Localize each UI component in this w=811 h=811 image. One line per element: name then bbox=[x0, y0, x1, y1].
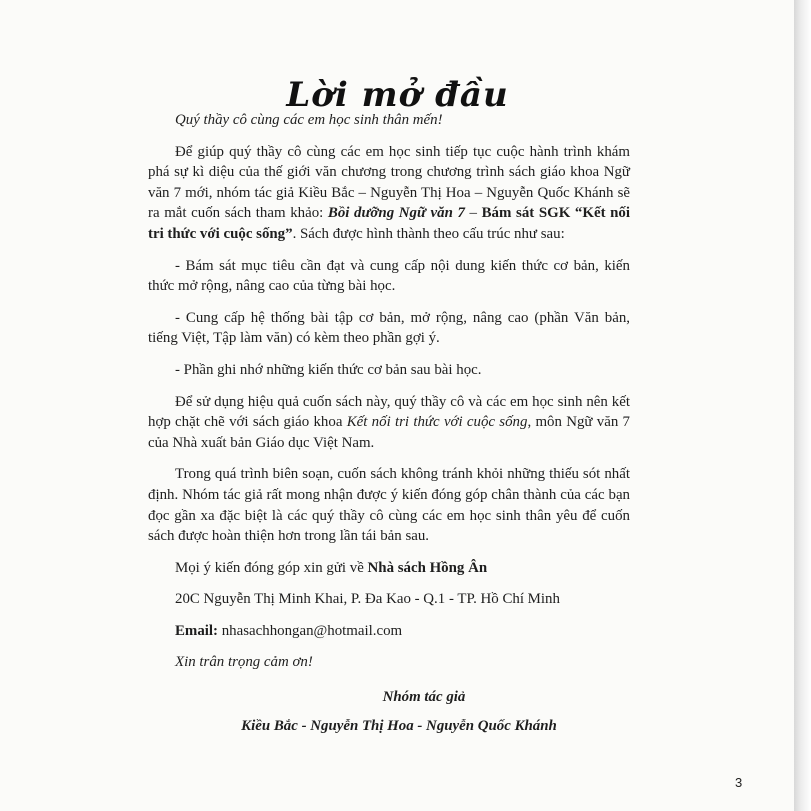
contact-address: 20C Nguyễn Thị Minh Khai, P. Đa Kao - Q.1 - TP. Hồ Chí Minh bbox=[175, 591, 560, 608]
bullet-item: - Phần ghi nhớ những kiến thức cơ bản sau bài học. bbox=[175, 361, 482, 378]
usage-tail: , môn Ngữ văn 7 của Nhà xuất bản Giáo dục Việt Nam. bbox=[148, 414, 630, 451]
signature-role: Nhóm tác giả bbox=[382, 689, 466, 706]
signature-names: Kiều Bắc - Nguyễn Thị Hoa - Nguyễn Quốc Khánh bbox=[241, 717, 557, 734]
intro-text: Để giúp quý thầy cô cùng các em học sinh tiếp tục cuộc hành trình khám phá sự kì diệu của thế giới văn chương trong chương trình sách giáo khoa Ngữ văn 7 mới, nhóm tác giả Kiều Bắc – Nguyễn Thị Hoa – Nguyễn Quốc Khánh sẽ ra mắt cuốn sách tham khảo: bbox=[148, 143, 630, 222]
intro-tail: . Sách được hình thành theo cấu trúc như sau: bbox=[292, 225, 565, 242]
page-number: 3 bbox=[735, 775, 743, 790]
greeting: Quý thầy cô cùng các em học sinh thân mến! bbox=[175, 112, 443, 128]
page-edge-shadow bbox=[794, 0, 811, 811]
usage-text: Để sử dụng hiệu quả cuốn sách này, quý thầy cô và các em học sinh nên kết hợp chặt chẽ với sách giáo khoa bbox=[148, 393, 630, 431]
bullet-item: - Bám sát mục tiêu cần đạt và cung cấp nội dung kiến thức cơ bản, kiến thức mở rộng, nâng cao của từng bài học. bbox=[148, 257, 630, 295]
thanks-line: Xin trân trọng cảm ơn! bbox=[175, 654, 313, 671]
bullet-item: - Cung cấp hệ thống bài tập cơ bản, mở rộng, nâng cao (phần Văn bản, tiếng Việt, Tập làm văn) có kèm theo phần gợi ý. bbox=[148, 309, 630, 347]
preface-body bbox=[148, 110, 630, 736]
book-title: Bồi dưỡng Ngữ văn 7 bbox=[327, 205, 465, 222]
contact-lead: Mọi ý kiến đóng góp xin gửi về bbox=[175, 559, 368, 576]
usage-paragraph bbox=[148, 392, 630, 454]
email-label: Email: bbox=[175, 622, 219, 639]
intro-paragraph bbox=[148, 142, 630, 245]
contact-line bbox=[148, 558, 630, 579]
contact-email-line bbox=[148, 621, 630, 642]
publisher-name: Nhà sách Hồng Ân bbox=[367, 559, 488, 576]
email-address: nhasachhongan@hotmail.com bbox=[218, 622, 403, 639]
book-series: Bám sát SGK “Kết nối tri thức với cuộc sống” bbox=[148, 205, 631, 242]
page-title: Lời mở đầu bbox=[286, 74, 509, 115]
intro-dash: – bbox=[464, 205, 482, 222]
usage-book: Kết nối tri thức với cuộc sống bbox=[346, 414, 528, 431]
feedback-paragraph: Trong quá trình biên soạn, cuốn sách không tránh khỏi những thiếu sót nhất định. Nhóm tác giả rất mong nhận được ý kiến đóng góp chân thành của các bạn đọc gần xa đặc biệt là các quý thầy cô cùng các em học sinh thân yêu để cuốn sách được hoàn thiện hơn trong lần tái bản sau. bbox=[148, 466, 630, 545]
